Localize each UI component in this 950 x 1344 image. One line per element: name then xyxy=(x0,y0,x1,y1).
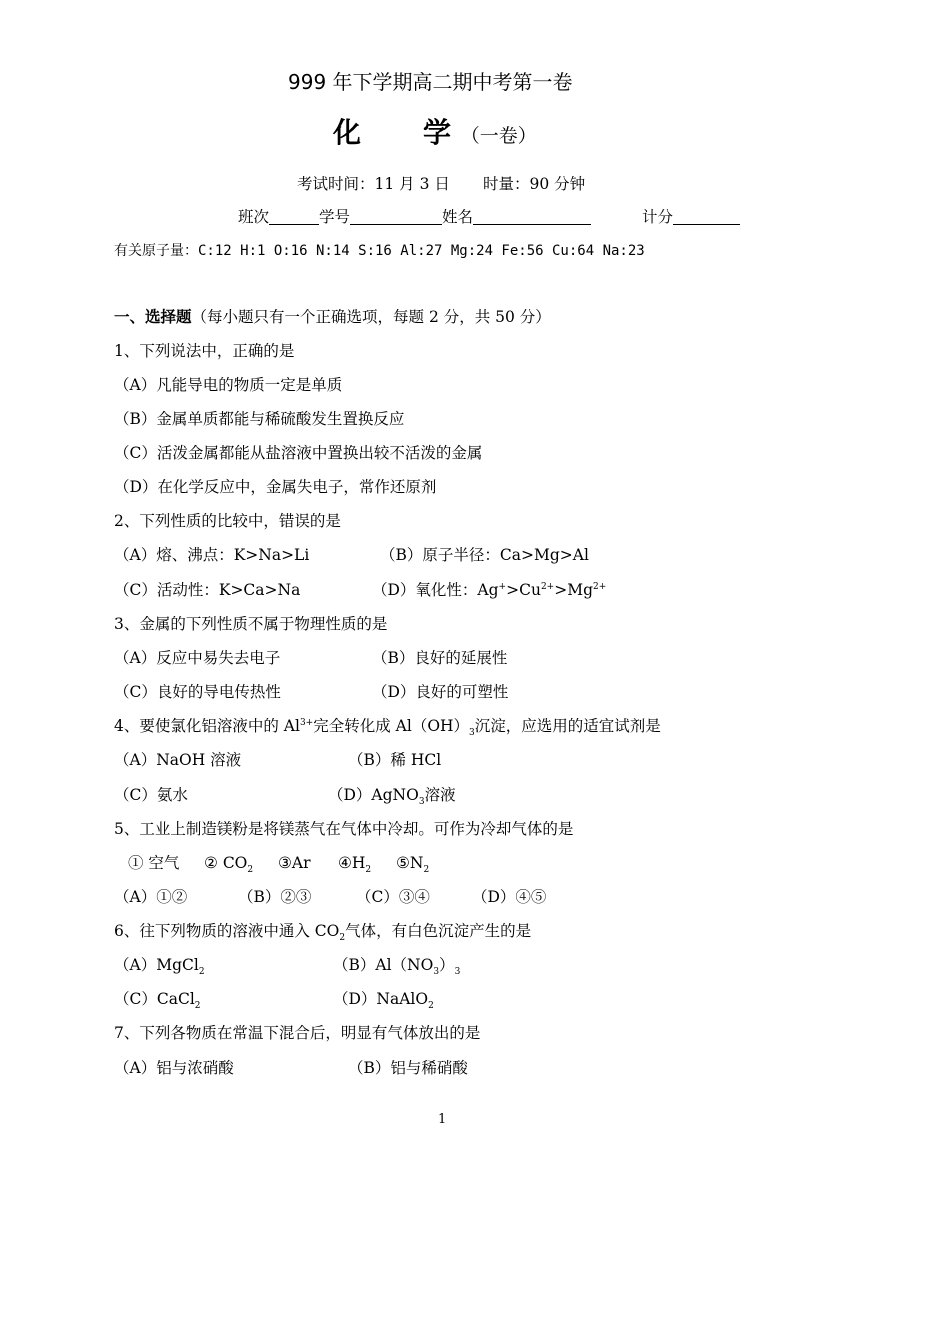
q2-option-b: （B）原子半径：Ca>Mg>Al xyxy=(380,546,589,564)
score-label: 计分 xyxy=(642,208,674,226)
q4-option-c: （C）氨水 xyxy=(114,786,188,804)
q4-stem xyxy=(114,716,661,739)
q6-d-sub: 2 xyxy=(428,1001,434,1012)
q4-stem-text: 4、要使氯化铝溶液中的 Al xyxy=(114,717,300,735)
name-label: 姓名 xyxy=(442,208,474,226)
q5-item-4-text: ④H xyxy=(338,854,366,872)
q5-item-2 xyxy=(204,853,254,876)
q3-option-d: （D）良好的可塑性 xyxy=(372,683,509,701)
q4-option-b: （B）稀 HCl xyxy=(348,751,442,769)
q4-d-sub: 3 xyxy=(418,797,425,808)
q2-d-text-2: >Cu xyxy=(506,581,541,599)
q5-item-1: ① 空气 xyxy=(128,854,180,872)
exam-duration: 时量：90 分钟 xyxy=(483,175,586,193)
q5-stem: 5、工业上制造镁粉是将镁蒸气在气体中冷却。可作为冷却气体的是 xyxy=(114,820,574,838)
atomic-masses: 有关原子量：C:12 H:1 O:16 N:14 S:16 Al:27 Mg:24 Fe:56 Cu:64 Na:23 xyxy=(114,243,645,259)
q6-stem-text-2: 气体，有白色沉淀产生的是 xyxy=(345,922,532,940)
q5-option-b: （B）②③ xyxy=(238,888,312,906)
q1-option-c: （C）活泼金属都能从盐溶液中置换出较不活泼的金属 xyxy=(114,444,483,462)
q1-option-d: （D）在化学反应中，金属失电子，常作还原剂 xyxy=(114,478,437,496)
q6-c-text: （C）CaCl xyxy=(114,990,195,1008)
q6-b-sub-1: 3 xyxy=(433,967,440,978)
student-id-blank[interactable] xyxy=(350,208,442,225)
q6-b-text-2: ） xyxy=(439,956,455,974)
exam-title: 999 年下学期高二期中考第一卷 xyxy=(288,70,573,94)
q4-d-text-2: 溶液 xyxy=(424,786,456,804)
q7-stem: 7、下列各物质在常温下混合后，明显有气体放出的是 xyxy=(114,1024,481,1042)
section-heading xyxy=(114,307,551,327)
q6-stem-sub: 2 xyxy=(339,933,346,944)
volume-label: （一卷） xyxy=(460,125,537,147)
class-blank[interactable] xyxy=(269,208,319,225)
section-label: 一、选择题 xyxy=(114,307,192,326)
q6-option-d xyxy=(333,989,434,1012)
q2-d-sup-1: + xyxy=(498,581,507,592)
subject-char-1: 化 xyxy=(333,116,362,149)
q5-option-d: （D）④⑤ xyxy=(472,888,547,906)
q5-item-2-sub: 2 xyxy=(247,865,254,876)
exam-time: 考试时间：11 月 3 日 xyxy=(297,175,450,193)
q4-stem-sup: 3+ xyxy=(299,717,314,728)
q6-b-sub-2: 3 xyxy=(454,967,461,978)
q4-stem-sub: 3 xyxy=(469,728,475,739)
q6-a-sub: 2 xyxy=(198,967,205,978)
q5-item-5-text: ⑤N xyxy=(396,854,424,872)
class-label: 班次 xyxy=(238,208,270,226)
q1-option-b: （B）金属单质都能与稀硫酸发生置换反应 xyxy=(114,410,405,428)
q3-stem: 3、金属的下列性质不属于物理性质的是 xyxy=(114,615,388,633)
q5-item-4-sub: 2 xyxy=(365,865,372,876)
score-blank[interactable] xyxy=(673,208,740,225)
q3-option-b: （B）良好的延展性 xyxy=(372,649,508,667)
q6-a-text: （A）MgCl xyxy=(114,956,199,974)
q4-d-text: （D）AgNO xyxy=(328,786,419,804)
q2-stem: 2、下列性质的比较中，错误的是 xyxy=(114,512,341,530)
section-note: （每小题只有一个正确选项，每题 2 分，共 50 分） xyxy=(191,308,551,326)
q4-stem-text-3: 沉淀，应选用的适宜试剂是 xyxy=(474,717,661,735)
q3-option-a: （A）反应中易失去电子 xyxy=(114,649,281,667)
q5-item-5-sub: 2 xyxy=(423,865,430,876)
q5-option-a: （A）①② xyxy=(114,888,188,906)
q1-option-a: （A）凡能导电的物质一定是单质 xyxy=(114,376,343,394)
q5-item-4 xyxy=(338,853,372,876)
q6-option-a xyxy=(114,955,205,978)
q3-option-c: （C）良好的导电传热性 xyxy=(114,683,281,701)
q7-option-b: （B）铝与稀硝酸 xyxy=(348,1059,468,1077)
q2-d-sup-3: 2+ xyxy=(593,581,607,592)
q6-c-sub: 2 xyxy=(194,1001,201,1012)
name-blank[interactable] xyxy=(473,208,591,225)
q4-option-a: （A）NaOH 溶液 xyxy=(114,751,242,769)
q6-option-c xyxy=(114,989,201,1012)
q5-option-c: （C）③④ xyxy=(356,888,430,906)
q6-stem xyxy=(114,921,532,944)
q5-item-3: ③Ar xyxy=(278,854,311,872)
q5-item-5 xyxy=(396,853,430,876)
subject-title xyxy=(333,116,537,153)
q6-option-b xyxy=(333,955,461,978)
q2-d-text-3: >Mg xyxy=(554,581,593,599)
q2-option-d xyxy=(372,580,606,600)
score-field xyxy=(642,207,740,227)
subject-char-2: 学 xyxy=(423,116,452,149)
q6-d-text: （D）NaAlO xyxy=(333,990,429,1008)
q5-item-2-text: ② CO xyxy=(204,854,248,872)
q2-option-c: （C）活动性：K>Ca>Na xyxy=(114,581,301,599)
q6-b-text: （B）Al（NO xyxy=(333,956,434,974)
q2-d-text: （D）氧化性：Ag xyxy=(372,581,499,599)
q2-d-sup-2: 2+ xyxy=(540,581,555,592)
student-id-label: 学号 xyxy=(319,208,351,226)
q6-stem-text: 6、往下列物质的溶液中通入 CO xyxy=(114,922,340,940)
q7-option-a: （A）铝与浓硝酸 xyxy=(114,1059,234,1077)
q4-stem-text-2: 完全转化成 Al（OH） xyxy=(313,717,470,735)
q1-stem: 1、下列说法中，正确的是 xyxy=(114,342,295,360)
q4-option-d xyxy=(328,785,456,808)
page-number: 1 xyxy=(438,1112,447,1127)
info-line xyxy=(238,207,591,227)
q2-option-a: （A）熔、沸点：K>Na>Li xyxy=(114,546,310,564)
